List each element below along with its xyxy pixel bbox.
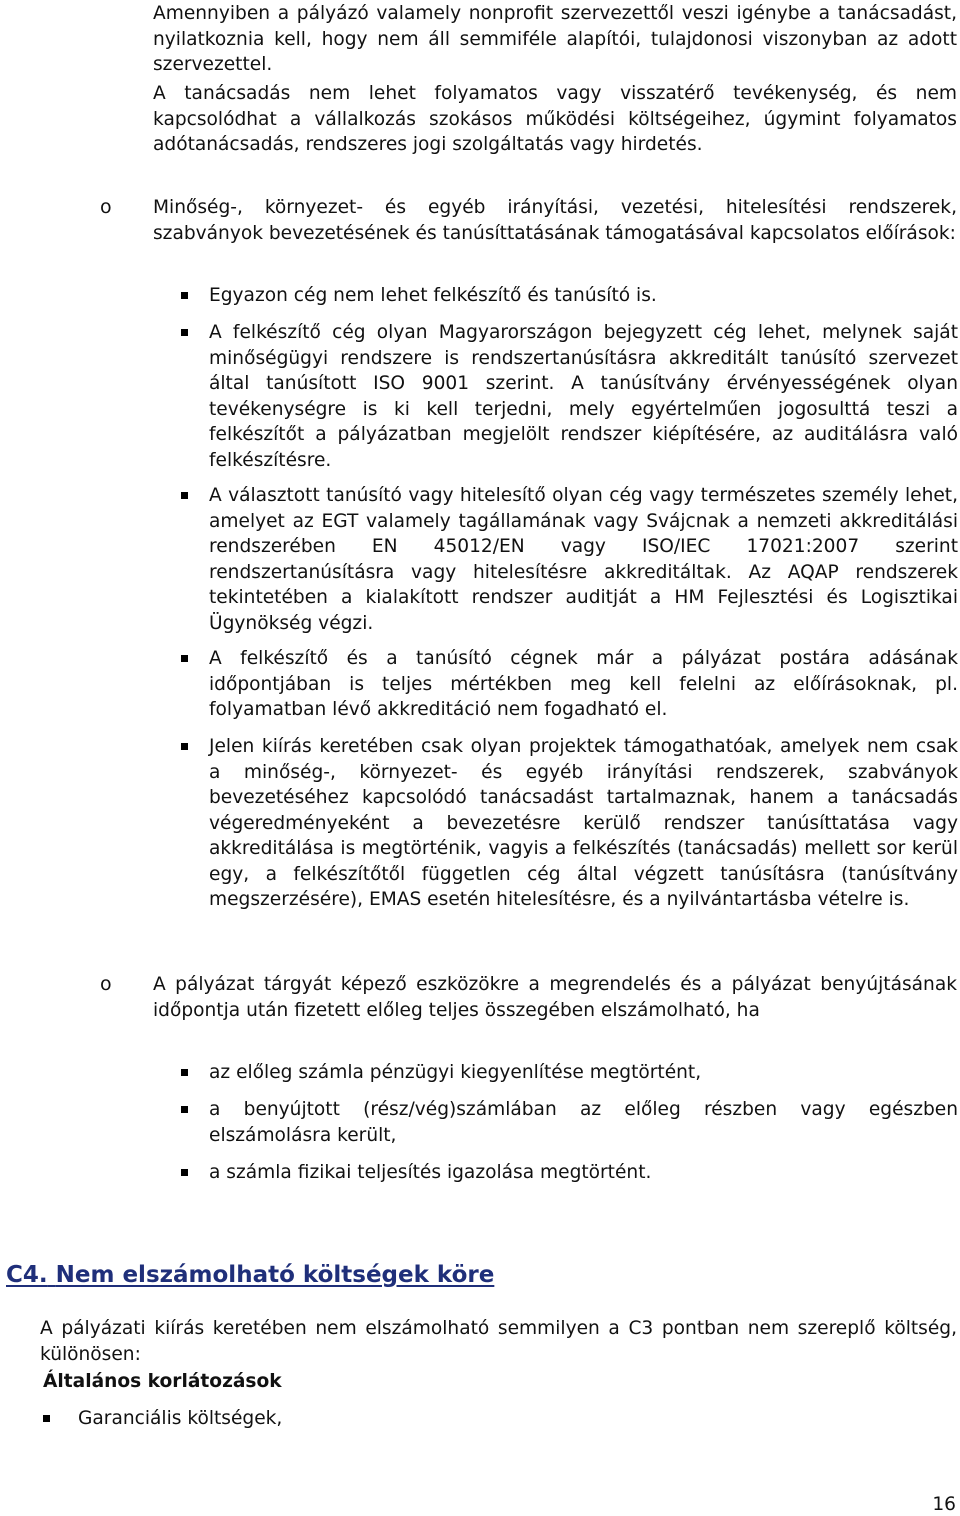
list-item-text: a számla fizikai teljesítés igazolása megtörtént.: [209, 1162, 652, 1183]
c4-intro-paragraph: A pályázati kiírás keretében nem elszámolható semmilyen a C3 pontban nem szereplő költség, különösen:: [40, 1318, 957, 1365]
list-item-text: A felkészítő cég olyan Magyarországon bejegyzett cég lehet, melynek saját minőségügyi rendszere is rendszertanúsításra akkreditált tanúsító szervezet által tanúsított ISO 9001 szerint. A tanúsítvány érvényességének olyan tevékenységre is ki kell terjedni, mely egyértelműen jogosulttá teszi a felkészítőt a pályázatban megjelölt rendszer kiépítésére, az auditálásra való felkészítésre.: [209, 322, 958, 471]
list-item-text: A felkészítő és a tanúsító cégnek már a pályázat postára adásának időpontjában is teljes mértékben meg kell felelni az előírásoknak, pl. folyamatban lévő akkreditáció nem fogadható el.: [209, 648, 958, 720]
list-item-text: a benyújtott (rész/vég)számlában az előleg részben vagy egészben elszámolásra került,: [209, 1099, 958, 1146]
section-heading-c4: [6, 1260, 494, 1290]
square-bullet-icon: [181, 743, 188, 750]
list-item-text: Jelen kiírás keretében csak olyan projektek támogathatóak, amelyek nem csak a minőség-, környezet- és egyéb irányítási rendszerek, szabványok bevezetéséhez kapcsolódó tanácsadást tartalmaznak, hanem a tanácsadás végeredményeként a bevezetésre kerülő rendszer tanúsíttatása vagy akkreditálása is megtörténik, vagyis a felkészítés (tanácsadás) mellett sor kerül egy, a felkészítőtől független cég által végzett tanúsításra (tanúsítvány megszerzésére), EMAS esetén hitelesítésre, és a nyilvántartásba vételre is.: [209, 736, 958, 910]
square-bullet-icon: [181, 329, 188, 336]
page-number: 16: [932, 1494, 956, 1515]
list-item-text: az előleg számla pénzügyi kiegyenlítése megtörtént,: [209, 1062, 702, 1083]
circle-bullet-icon: o: [100, 196, 112, 218]
section-number: C4.: [6, 1262, 48, 1288]
square-bullet-icon: [181, 492, 188, 499]
c4-subheading: Általános korlátozások: [43, 1371, 282, 1392]
intro-paragraph-continuous: A tanácsadás nem lehet folyamatos vagy visszatérő tevékenység, és nem kapcsolódhat a vállalkozás szokásos működési költségeihez, úgymint folyamatos adótanácsadás, rendszeres jogi szolgáltatás vagy hirdetés.: [153, 83, 957, 155]
circle-bullet-icon: o: [100, 973, 112, 995]
section-title: Nem elszámolható költségek köre: [55, 1262, 495, 1288]
square-bullet-icon: [43, 1415, 50, 1422]
section1-lead: Minőség-, környezet- és egyéb irányítási, vezetési, hitelesítési rendszerek, szabványok bevezetésének és tanúsíttatásának támogatásával kapcsolatos előírások:: [153, 197, 957, 244]
section2-lead: A pályázat tárgyát képező eszközökre a megrendelés és a pályázat benyújtásának időpontja után fizetett előleg teljes összegében elszámolható, ha: [153, 974, 957, 1021]
list-item-text: Garanciális költségek,: [78, 1408, 283, 1429]
square-bullet-icon: [181, 292, 188, 299]
list-item-text: Egyazon cég nem lehet felkészítő és tanúsító is.: [209, 285, 657, 306]
square-bullet-icon: [181, 1169, 188, 1176]
square-bullet-icon: [181, 1106, 188, 1113]
square-bullet-icon: [181, 1069, 188, 1076]
square-bullet-icon: [181, 655, 188, 662]
list-item-text: A választott tanúsító vagy hitelesítő olyan cég vagy természetes személy lehet, amelyet az EGT valamely tagállamának vagy Svájcnak a nemzeti akkreditálási rendszerében EN 45012/EN vagy ISO/IEC 17021:2007 szerint rendszertanúsításra vagy hitelesítésre akkreditáltak. Az AQAP rendszerek tekintetében a kialakított rendszer auditját a HM Fejlesztési és Logisztikai Ügynökség végzi.: [209, 485, 958, 634]
intro-paragraph-nonprofit: Amennyiben a pályázó valamely nonprofit szervezettől veszi igénybe a tanácsadást, nyilatkoznia kell, hogy nem áll semmiféle alapítói, tulajdonosi viszonyban az adott szervezettel.: [153, 3, 957, 75]
